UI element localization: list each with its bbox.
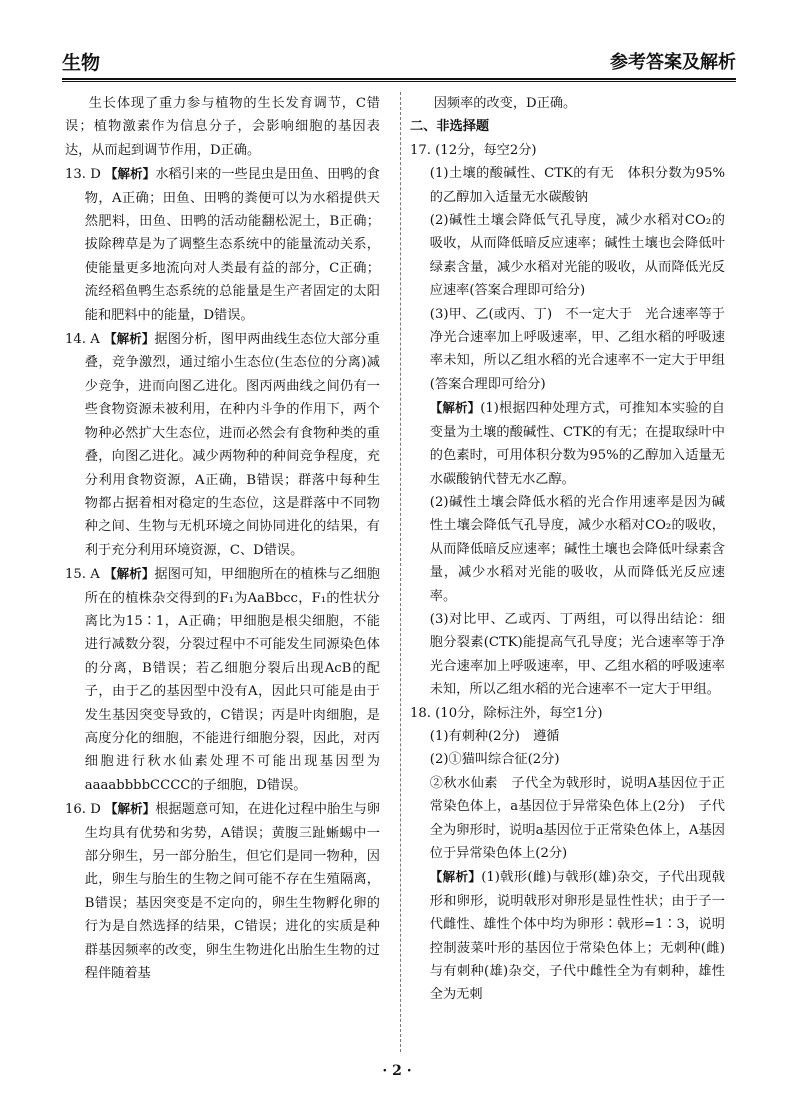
answer-14-head: 14. A (65, 332, 105, 348)
page-header (62, 48, 736, 78)
answer-17-part-3: (3)甲、乙(或丙、丁) 不一定大于 光合速率等于净光合速率加上呼吸速率，甲、乙组水稻的呼吸速率未知，所以乙组水稻的光合速率不一定大于甲组(答案合理即可给分) (429, 306, 725, 392)
header-rule (62, 78, 736, 80)
answer-18-part-2: (2)①猫叫综合征(2分) (429, 752, 560, 768)
analysis-tag: 【解析】 (104, 566, 155, 582)
analysis-tag: 【解析】 (105, 801, 156, 817)
answer-16 (65, 797, 380, 985)
answer-18-part-1: (1)有刺种(2分) 遵循 (429, 728, 560, 744)
answer-14 (65, 327, 380, 562)
analysis-tag: 【解析】 (104, 331, 155, 347)
explanation-17-part-1 (410, 396, 725, 491)
subject-label: 生物 (62, 52, 101, 74)
answer-15 (65, 562, 380, 797)
answer-13-head: 13. D (65, 167, 106, 183)
explanation-17-part-3: (3)对比甲、乙或丙、丁两组，可以得出结论：细胞分裂素(CTK)能提高气孔导度；光合速率等于净光合速率加上呼吸速率，甲、乙组水稻的呼吸速率未知，所以乙组水稻的光合速率不一定大于甲组。 (429, 611, 725, 698)
answer-14-text: 据图分析，图甲两曲线生态位大部分重叠，竞争激烈，通过缩小生态位(生态位的分离)减少竞争，进而向图乙进化。图丙两曲线之间仍有一些食物资源未被利用，在种内斗争的作用下，两个物种必然扩大生态位，进而必然会有食物种类的重叠，向图乙进化。减少两物种的种间竞争程度，充分利用食物资源，A正确，B错误；群落中每种生物都占据着相对稳定的生态位，这是群落中不同物种之间、生物与无机环境之间协同进化的结果，有利于充分利用环境资源，C、D错误。 (84, 332, 380, 558)
answer-17-part-2: (2)碱性土壤会降低气孔导度，减少水稻对CO₂的吸收，从而降低暗反应速率；碱性土壤也会降低叶绿素含量，减少水稻对光能的吸收，从而降低光反应速率(答案合理即可给分) (429, 213, 725, 299)
explanation-17-part-2: (2)碱性土壤会降低水稻的光合作用速率是因为碱性土壤会降低气孔导度，减少水稻对CO₂的吸收，从而降低暗反应速率；碱性土壤也会降低叶绿素含量，减少水稻对光能的吸收，从而降低光反应速率。 (429, 494, 725, 604)
header-title: 参考答案及解析 (610, 52, 736, 73)
header-rule-thin (62, 81, 736, 82)
answer-18-head: 18. (10分，除标注外，每空1分) (410, 705, 603, 721)
explanation-18-text-1: (1)戟形(雌)与戟形(雄)杂交，子代出现戟形和卵形，说明戟形对卵形是显性性状；由于子一代雌性、雄性个体中均为卵形∶戟形=1∶3，说明控制菠菜叶形的基因位于常染色体上；无刺种(雌)与有刺种(雄)杂交，子代中雌性全为有刺种，雄性全为无刺 (429, 870, 725, 1003)
answer-18-part-3: ②秋水仙素 子代全为戟形时，说明A基因位于正常染色体上，a基因位于异常染色体上(2分) 子代全为卵形时，说明a基因位于正常染色体上，A基因位于异常染色体上(2分) (429, 775, 725, 861)
left-column (65, 92, 380, 985)
analysis-tag: 【解析】 (429, 400, 481, 416)
explanation-18-part-1 (410, 865, 725, 1006)
right-column (410, 92, 725, 1007)
answer-17-head: 17. (12分，每空2分) (410, 142, 537, 158)
page-number: · 2 · (382, 1063, 412, 1079)
answer-15-head: 15. A (65, 567, 105, 583)
answer-16-head: 16. D (65, 802, 106, 818)
section-heading: 二、非选择题 (410, 119, 490, 135)
explanation-17-text-1: (1)根据四种处理方式，可推知本实验的自变量为土壤的酸碱性、CTK的有无；在提取绿叶中的色素时，可用体积分数为95%的乙醇加入适量无水碳酸钠代替无水乙醇。 (429, 401, 725, 487)
answer-13-text: 水稻引来的一些昆虫是田鱼、田鸭的食物，A正确；田鱼、田鸭的粪便可以为水稻提供天然肥料，田鱼、田鸭的活动能翻松泥土，B正确；拔除稗草是为了调整生态系统中的能量流动关系，使能量更多地流向对人类最有益的部分，C正确；流经稻鱼鸭生态系统的总能量是生产者固定的太阳能和肥料中的能量，D错误。 (84, 167, 380, 323)
analysis-tag: 【解析】 (429, 869, 482, 885)
analysis-tag: 【解析】 (105, 166, 156, 182)
answer-13 (65, 162, 380, 327)
answer-17-part-1: (1)土壤的酸碱性、CTK的有无 体积分数为95%的乙醇加入适量无水碳酸钠 (429, 166, 725, 205)
answer-15-text: 据图可知，甲细胞所在的植株与乙细胞所在的植株杂交得到的F₁为AaBbcc，F₁的性状分离比为15∶1，A正确；甲细胞是根尖细胞，不能进行减数分裂，分裂过程中不可能发生同源染色体的分离，B错误；若乙细胞分裂后出现AcB的配子，由于乙的基因型中没有A，因此只可能是由于发生基因突变导致的，C错误；丙是叶肉细胞，是高度分化的细胞，不能进行细胞分裂，因此，对丙细胞进行秋水仙素处理不可能出现基因型为aaaabbbbCCCC的子细胞，D错误。 (84, 567, 380, 793)
continuation-paragraph: 生长体现了重力参与植物的生长发育调节，C错误；植物激素作为信息分子，会影响细胞的基因表达，从而起到调节作用，D正确。 (65, 96, 380, 158)
column-divider (400, 92, 401, 1052)
continuation-paragraph: 因频率的改变，D正确。 (433, 96, 577, 111)
answer-16-text: 根据题意可知，在进化过程中胎生与卵生均具有优势和劣势，A错误；黄腹三趾蜥蜴中一部分卵生，另一部分胎生，但它们是同一物种，因此，卵生与胎生的生物之间可能不存在生殖隔离，B错误；基因突变是不定向的，卵生生物孵化卵的行为是自然选择的结果，C错误；进化的实质是种群基因频率的改变，卵生生物进化出胎生生物的过程伴随着基 (84, 802, 380, 982)
